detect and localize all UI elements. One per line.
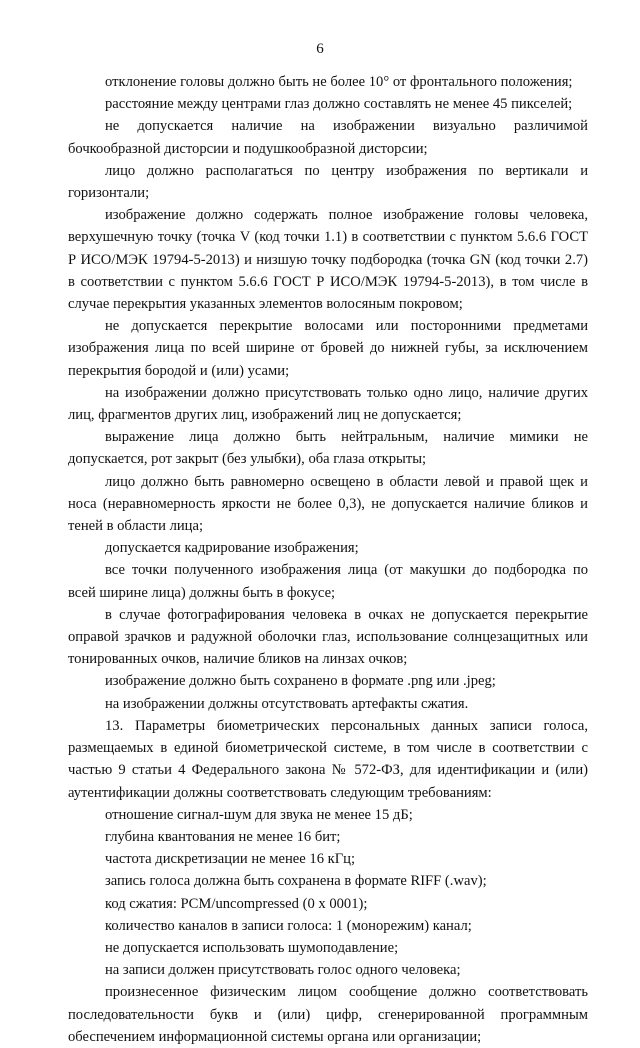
paragraph: количество каналов в записи голоса: 1 (монорежим) канал;: [105, 917, 472, 934]
paragraph: на записи должен присутствовать голос одного человека;: [105, 962, 461, 979]
paragraph: отношение сигнал-шум для звука не менее 15 дБ;: [105, 806, 413, 823]
paragraph: лицо должно быть равномерно освещено в области левой и правой щек и носа (неравномерность яркости не более 0,3), не допускается наличие бликов и теней в области лица;: [68, 473, 588, 535]
section-13-paragraph: 13. Параметры биометрических персональных данных записи голоса, размещаемых в единой биометрической системе, в том числе в соответствии с частью 9 статьи 4 Федерального закона № 572-ФЗ, для идентификации и (или) аутентификации должны соответствовать следующим требованиям:: [68, 717, 588, 801]
paragraph: запись голоса должна быть сохранена в формате RIFF (.wav);: [105, 873, 487, 890]
paragraph: глубина квантования не менее 16 бит;: [105, 828, 341, 845]
paragraph: на изображении должно присутствовать только одно лицо, наличие других лиц, фрагментов других лиц, изображений лиц не допускается;: [68, 384, 588, 424]
paragraph: не допускается использовать шумоподавление;: [105, 939, 399, 956]
page-number: 6: [316, 41, 324, 57]
paragraph: изображение должно быть сохранено в формате .png или .jpeg;: [105, 673, 496, 690]
paragraph: допускается кадрирование изображения;: [105, 540, 359, 557]
paragraph: выражение лица должно быть нейтральным, наличие мимики не допускается, рот закрыт (без улыбки), оба глаза открыты;: [68, 429, 588, 468]
paragraph: код сжатия: PCM/uncompressed (0 x 0001);: [105, 895, 368, 912]
paragraph: лицо должно располагаться по центру изображения по вертикали и горизонтали;: [68, 162, 588, 202]
paragraph: в случае фотографирования человека в очках не допускается перекрытие оправой зрачков и радужной оболочки глаз, использование солнцезащитных или тонированных очков, наличие бликов на линзах очков;: [68, 606, 588, 668]
paragraph: не допускается перекрытие волосами или посторонними предметами изображения лица по всей ширине от бровей до нижней губы, за исключением перекрытия бородой и (или) усами;: [68, 318, 588, 379]
paragraph: изображение должно содержать полное изображение головы человека, верхушечную точку (точка V (код точки 1.1) в соответствии с пунктом 5.6.6 ГОСТ Р ИСО/МЭК 19794-5-2013) и низшую точку подбородка (точка GN (код точки 2.7) в соответствии с пунктом 5.6.6 ГОСТ Р ИСО/МЭК 19794-5-2013), в том числе в случае перекрытия указанных элементов волосяным покровом;: [68, 207, 588, 313]
paragraph: все точки полученного изображения лица (от макушки до подбородка по всей ширине лица) должны быть в фокусе;: [68, 562, 588, 601]
paragraph: не допускается наличие на изображении визуально различимой бочкообразной дисторсии и подушкообразной дисторсии;: [68, 118, 588, 157]
paragraph: на изображении должны отсутствовать артефакты сжатия.: [105, 695, 469, 712]
paragraph: произнесенное физическим лицом сообщение должно соответствовать последовательности букв и (или) цифр, сгенерированной программным обеспечением информационной системы органа или организации;: [68, 984, 588, 1045]
document-body: [68, 71, 588, 1048]
paragraph: отклонение головы должно быть не более 10° от фронтального положения;: [105, 74, 573, 90]
paragraph: частота дискретизации не менее 16 кГц;: [105, 851, 356, 868]
paragraph: расстояние между центрами глаз должно составлять не менее 45 пикселей;: [105, 96, 573, 113]
